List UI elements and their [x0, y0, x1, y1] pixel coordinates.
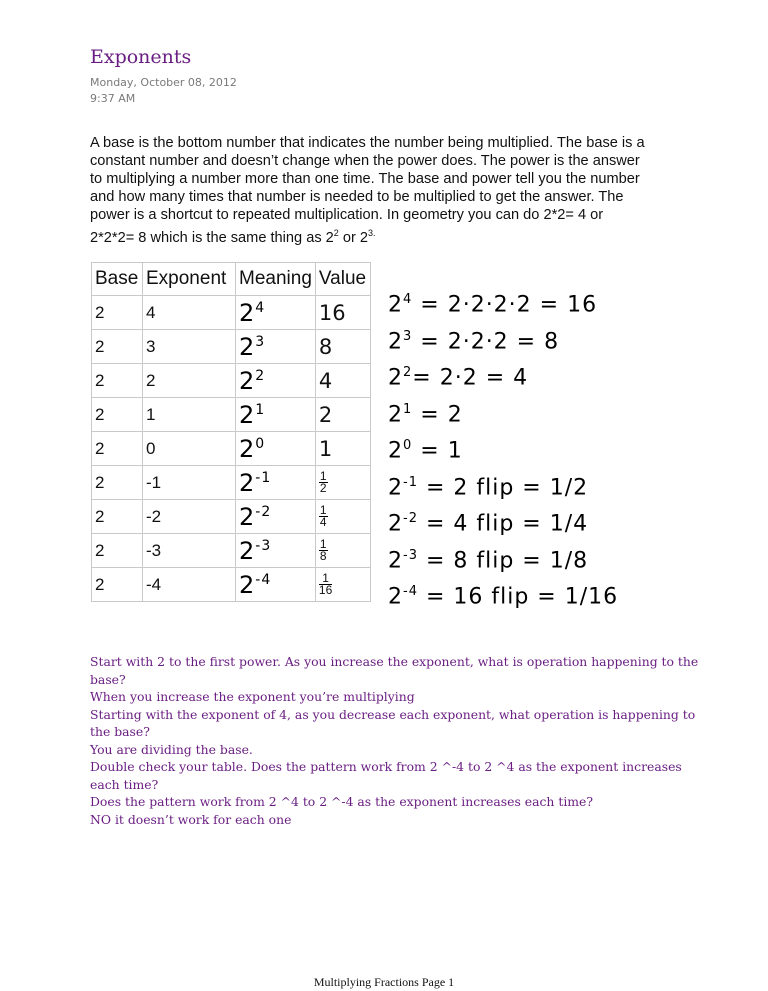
cell-value [315, 534, 370, 568]
value-fraction: $\frac{1}{4}$ [319, 503, 327, 529]
cell-value [315, 466, 370, 500]
qa-line: When you increase the exponent you’re multiplying [90, 689, 415, 704]
cell-value [315, 568, 370, 602]
handwritten-work [388, 282, 688, 611]
cell-base: 2 [92, 330, 143, 364]
work-line: $2^4 = 2\cdot 2\cdot 2\cdot 2 = 16$ [388, 292, 598, 318]
cell-value: 4 [315, 364, 370, 398]
value-fraction: $\frac{1}{2}$ [319, 469, 327, 495]
cell-meaning: $2^0$ [236, 432, 316, 466]
table-row [92, 534, 371, 568]
table-row [92, 466, 371, 500]
table-row [92, 500, 371, 534]
cell-exponent: 4 [143, 296, 236, 330]
cell-base: 2 [92, 466, 143, 500]
questions-answers [90, 653, 710, 828]
intro-paragraph [90, 134, 650, 247]
table-row [92, 330, 371, 364]
work-line: $2^3 = 2\cdot 2\cdot 2 = 8$ [388, 328, 560, 354]
header-meaning: Meaning [236, 263, 316, 296]
cell-exponent: 0 [143, 432, 236, 466]
work-line: $2^1 = 2$ [388, 401, 463, 427]
cell-meaning: $2^2$ [236, 364, 316, 398]
cell-meaning: $2^3$ [236, 330, 316, 364]
cell-value: 16 [315, 296, 370, 330]
qa-line: You are dividing the base. [90, 741, 253, 757]
cell-base: 2 [92, 432, 143, 466]
table-row [92, 398, 371, 432]
table-row [92, 364, 371, 398]
qa-line: NO it doesn’t work for each one [90, 811, 292, 827]
cell-value [315, 500, 370, 534]
cell-exponent: -2 [143, 500, 236, 534]
intro-text: A base is the bottom number that indicates the number being multiplied. The base is a constant number and doesn’t change when the power does. The power is the answer to multiplying a number more than one time. The base and power tell you the number and how many times that number is needed to be multiplied to get the answer. The power is a shortcut to repeated multiplication. In geometry you can do 2*2= 4 or 2*2*2= 8 which is the same thing as 2 [90, 135, 645, 246]
intro-mid: or 2 [338, 229, 369, 246]
table-row [92, 432, 371, 466]
cell-exponent: -3 [143, 534, 236, 568]
work-line: $2^{-3} = 8$ flip = 1/8 [388, 547, 589, 573]
cell-meaning: $2^1$ [236, 398, 316, 432]
cell-value: 8 [315, 330, 370, 364]
qa-line: Starting with the exponent of 4, as you decrease each exponent, what operation is happening to the base? [90, 706, 696, 739]
cell-base: 2 [92, 534, 143, 568]
cell-exponent: 2 [143, 364, 236, 398]
cell-meaning: $2^4$ [236, 296, 316, 330]
cell-meaning: $2^{-1}$ [236, 466, 316, 500]
value-fraction: $\frac{1}{8}$ [319, 537, 327, 563]
exponent-table-wrap [91, 262, 371, 602]
cell-exponent: 3 [143, 330, 236, 364]
header-value: Value [315, 263, 370, 296]
cell-meaning: $2^{-4}$ [236, 568, 316, 602]
table-header-row [92, 263, 371, 296]
qa-line: Double check your table. Does the pattern work from 2 ^-4 to 2 ^4 as the exponent increases each time? [90, 759, 682, 792]
cell-base: 2 [92, 500, 143, 534]
cell-value: 2 [315, 398, 370, 432]
table-row [92, 296, 371, 330]
work-line: $2^{-1} = 2$ flip = 1/2 [388, 474, 589, 500]
intro-sup-2: 3. [368, 228, 376, 238]
cell-base: 2 [92, 364, 143, 398]
page-date: Monday, October 08, 2012 [90, 76, 237, 89]
page-time: 9:37 AM [90, 92, 136, 105]
cell-exponent: -1 [143, 466, 236, 500]
work-line: $2^2= 2\cdot 2 = 4$ [388, 365, 529, 391]
cell-meaning: $2^{-3}$ [236, 534, 316, 568]
page-meta [90, 75, 237, 107]
intro-sup-1: 2 [333, 228, 339, 238]
cell-base: 2 [92, 398, 143, 432]
work-line: $2^{-4} = 16$ flip = 1/16 [388, 584, 619, 610]
qa-line: Does the pattern work from 2 ^4 to 2 ^-4 as the exponent increases each time? [90, 794, 594, 809]
qa-line: Start with 2 to the first power. As you increase the exponent, what is operation happening to the base? [90, 654, 699, 687]
header-exponent: Exponent [143, 263, 236, 296]
cell-base: 2 [92, 568, 143, 602]
page-footer: Multiplying Fractions Page 1 [313, 975, 455, 989]
cell-exponent: 1 [143, 398, 236, 432]
work-line: $2^{-2} = 4$ flip = 1/4 [388, 511, 589, 537]
cell-base: 2 [92, 296, 143, 330]
cell-value: 1 [315, 432, 370, 466]
header-base: Base [92, 263, 143, 296]
value-fraction: $\frac{1}{16}$ [318, 571, 333, 597]
page-title: Exponents [90, 46, 192, 68]
cell-exponent: -4 [143, 568, 236, 602]
exponent-table [91, 262, 371, 602]
cell-meaning: $2^{-2}$ [236, 500, 316, 534]
table-row [92, 568, 371, 602]
work-line: $2^0 = 1$ [388, 438, 463, 464]
table-body [92, 296, 371, 602]
